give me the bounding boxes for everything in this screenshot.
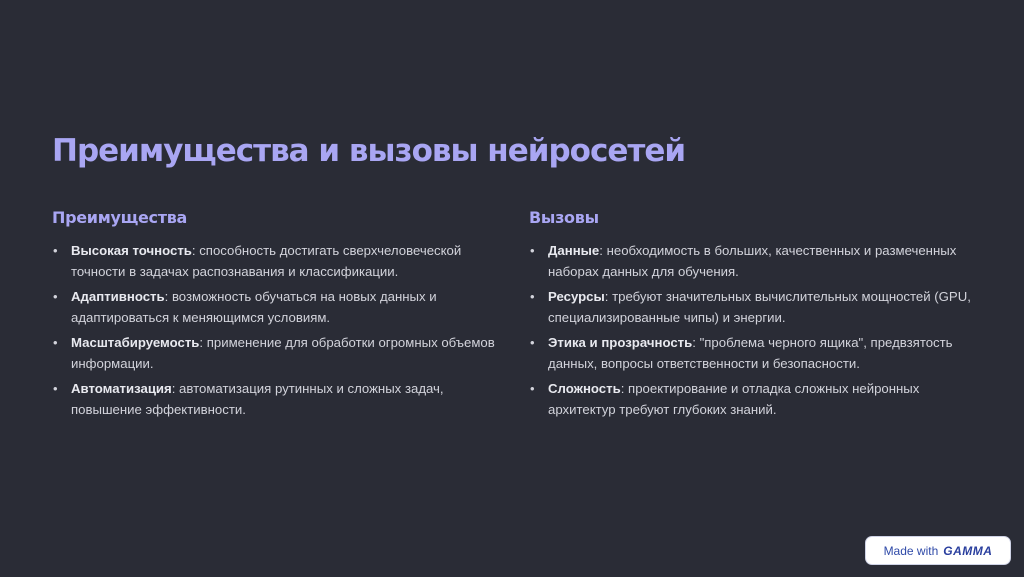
list-item xyxy=(529,241,981,282)
bullet-icon: • xyxy=(53,243,58,258)
item-term: Данные xyxy=(548,243,600,258)
item-term: Высокая точность xyxy=(71,243,192,258)
item-text: : способность достигать сверхчеловеческой точности в задачах распознавания и классификации. xyxy=(71,243,462,279)
advantages-heading: Преимущества xyxy=(52,208,188,227)
list-item xyxy=(529,287,981,328)
challenges-heading: Вызовы xyxy=(529,208,599,227)
item-text: : применение для обработки огромных объемов информации. xyxy=(71,335,495,371)
bullet-icon: • xyxy=(530,335,535,350)
item-text: : необходимость в больших, качественных и размеченных наборах данных для обучения. xyxy=(548,243,957,279)
bullet-icon: • xyxy=(530,289,535,304)
item-term: Адаптивность xyxy=(71,289,165,304)
item-text: : автоматизация рутинных и сложных задач, повышение эффективности. xyxy=(71,381,444,417)
advantages-list xyxy=(52,241,504,420)
item-term: Автоматизация xyxy=(71,381,172,396)
list-item xyxy=(52,241,504,282)
list-item xyxy=(529,333,981,374)
item-term: Ресурсы xyxy=(548,289,605,304)
advantages-column xyxy=(52,208,504,425)
item-text: : проектирование и отладка сложных нейронных архитектур требуют глубоких знаний. xyxy=(548,381,920,417)
badge-prefix: Made with xyxy=(883,543,939,558)
list-item xyxy=(52,333,504,374)
challenges-column xyxy=(529,208,981,425)
bullet-icon: • xyxy=(530,243,535,258)
challenges-list xyxy=(529,241,981,420)
item-term: Сложность xyxy=(548,381,621,396)
made-with-gamma-badge[interactable] xyxy=(865,536,1011,565)
slide-title: Преимущества и вызовы нейросетей xyxy=(52,133,686,169)
list-item xyxy=(529,379,981,420)
bullet-icon: • xyxy=(53,335,58,350)
item-text: : требуют значительных вычислительных мощностей (GPU, специализированные чипы) и энергии. xyxy=(548,289,971,325)
item-text: : возможность обучаться на новых данных и адаптироваться к меняющимся условиям. xyxy=(71,289,437,325)
bullet-icon: • xyxy=(530,381,535,396)
list-item xyxy=(52,287,504,328)
item-term: Масштабируемость xyxy=(71,335,200,350)
bullet-icon: • xyxy=(53,381,58,396)
gamma-logo: GAMMA xyxy=(943,543,993,558)
bullet-icon: • xyxy=(53,289,58,304)
item-text: : "проблема черного ящика", предвзятость данных, вопросы ответственности и безопасности. xyxy=(548,335,953,371)
list-item xyxy=(52,379,504,420)
item-term: Этика и прозрачность xyxy=(548,335,693,350)
